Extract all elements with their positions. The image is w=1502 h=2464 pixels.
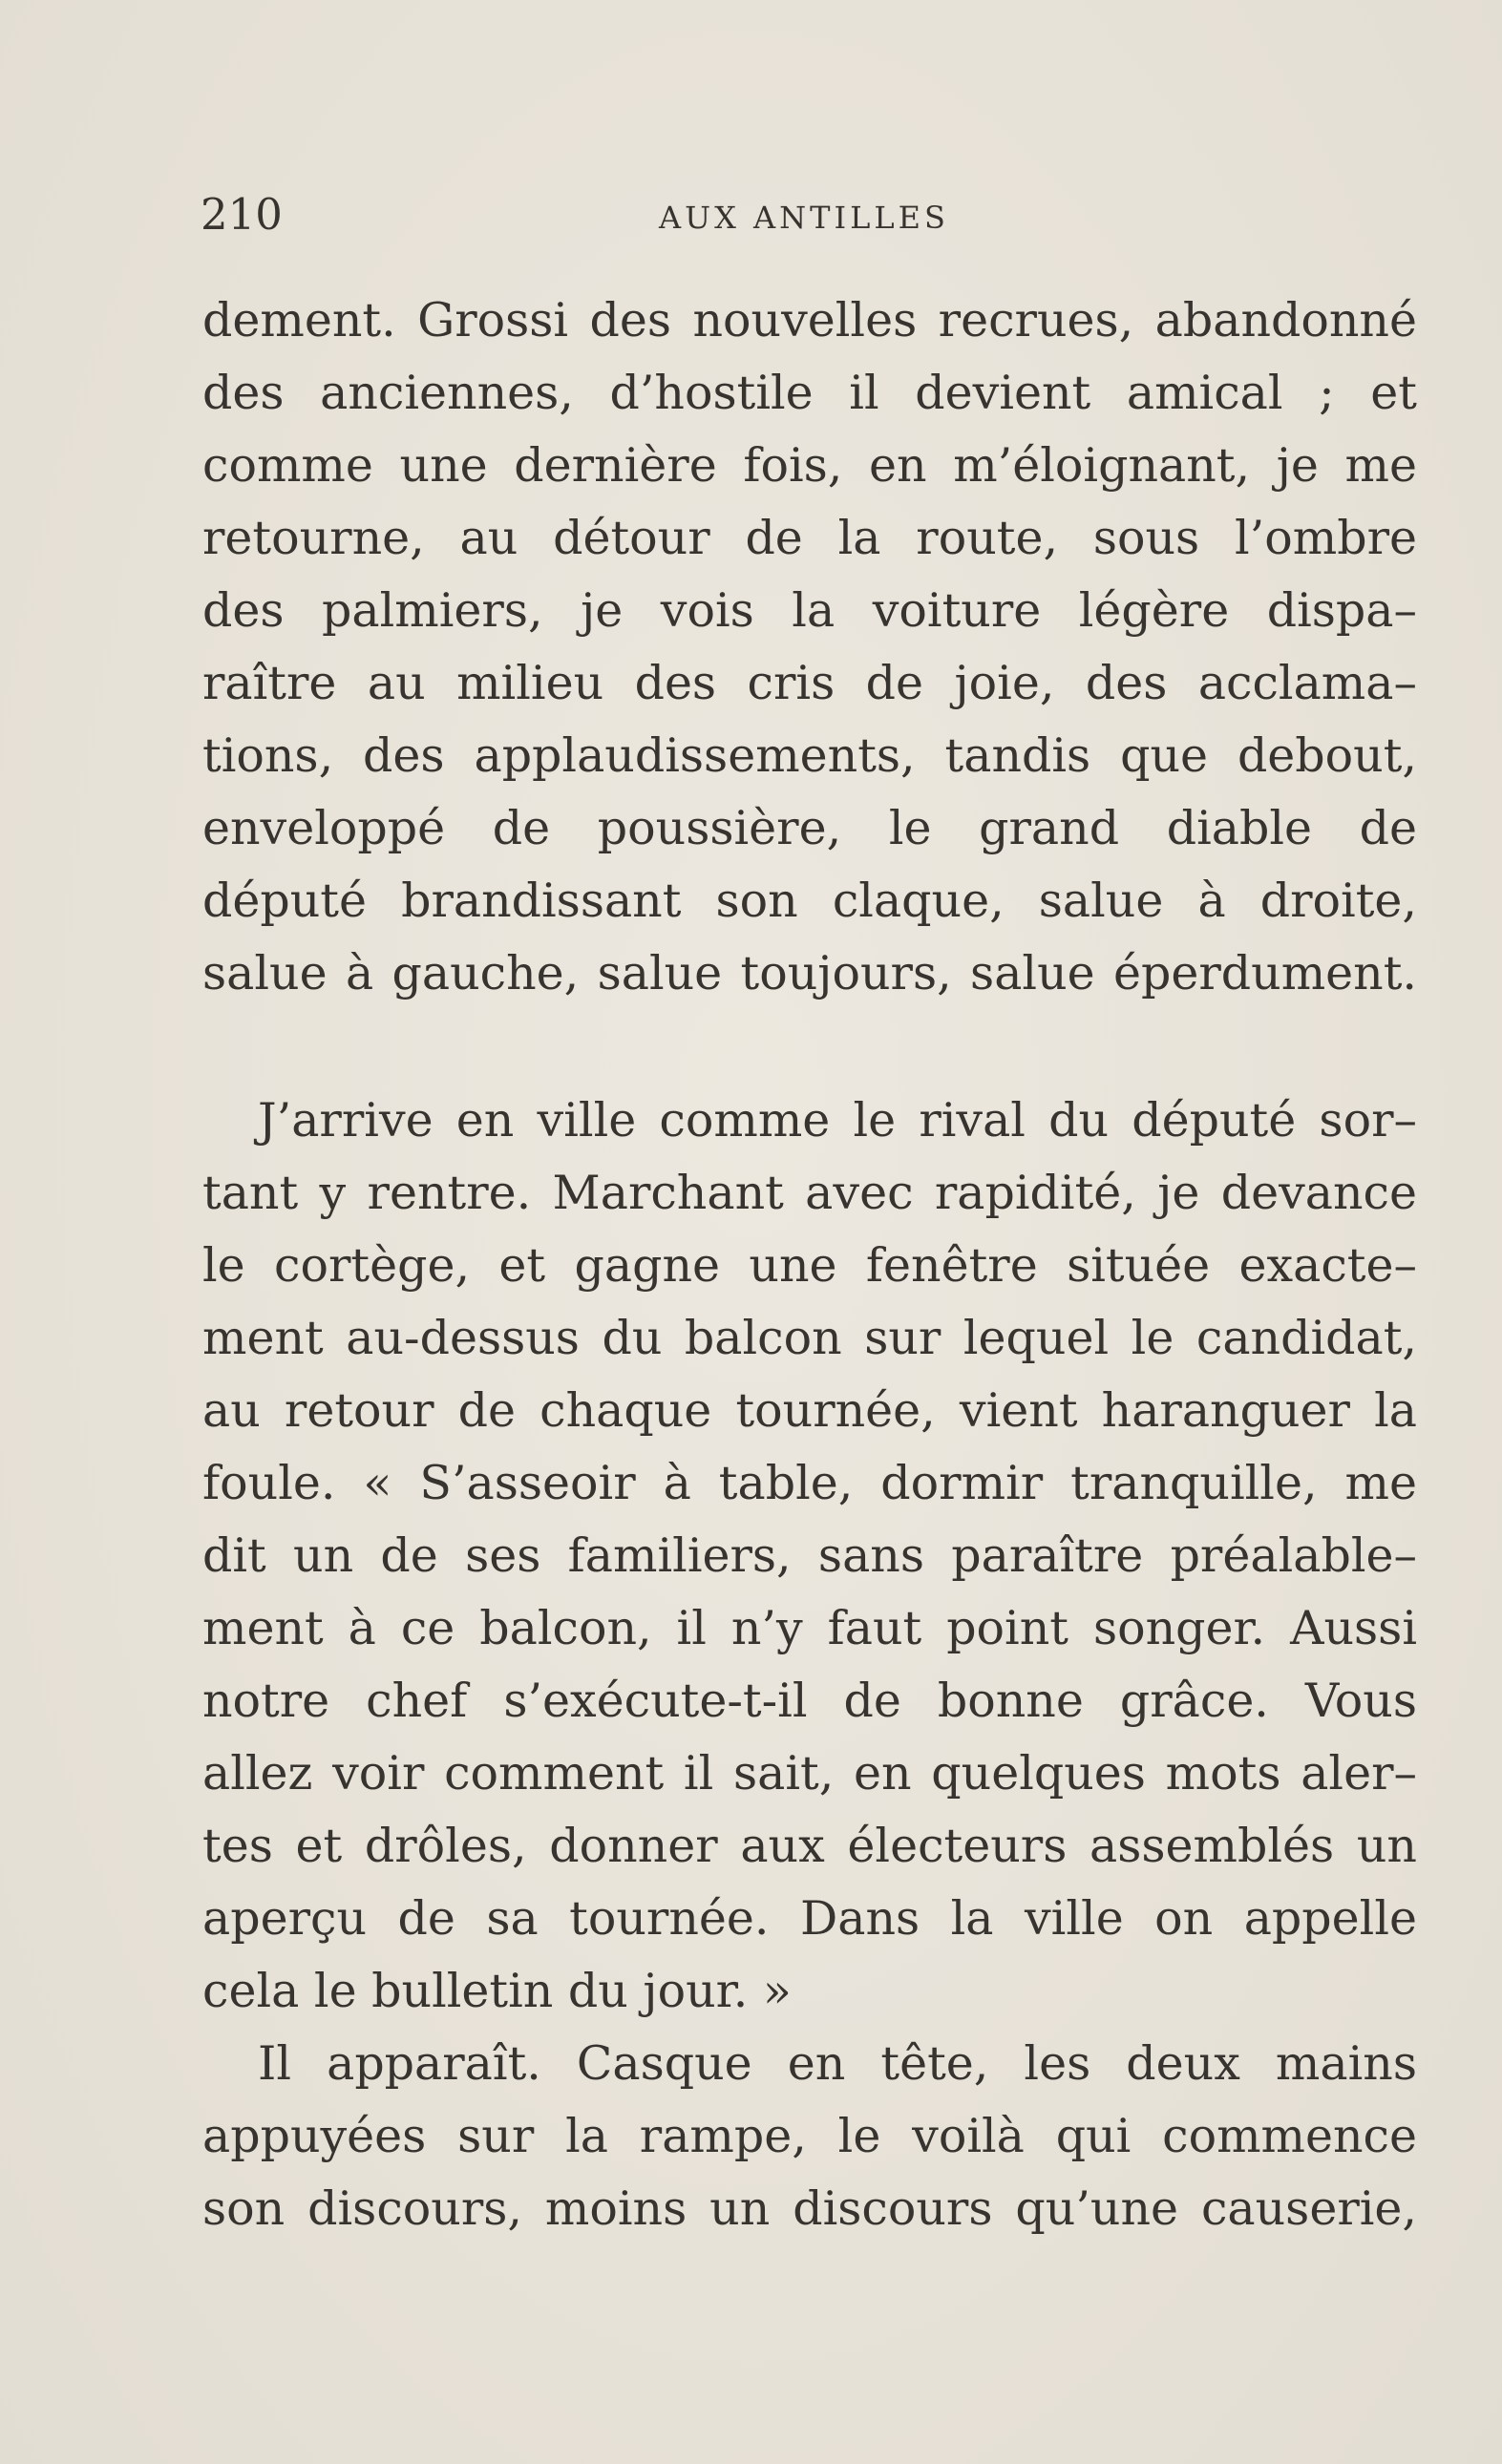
body-text bbox=[202, 284, 1417, 2245]
text-line: raître au milieu des cris de joie, des acclama– bbox=[202, 656, 1417, 710]
text-line: foule. « S’asseoir à table, dormir tranquille, me bbox=[202, 1456, 1417, 1510]
text-line: allez voir comment il sait, en quelques mots aler– bbox=[202, 1746, 1417, 1801]
text-line: tes et drôles, donner aux électeurs assemblés un bbox=[202, 1819, 1417, 1873]
text-line: enveloppé de poussière, le grand diable de bbox=[202, 801, 1417, 855]
text-line: son discours, moins un discours qu’une causerie, bbox=[202, 2181, 1417, 2236]
text-line: Il apparaît. Casque en tête, les deux mains bbox=[258, 2036, 1417, 2091]
paragraph-2 bbox=[202, 1085, 1417, 2028]
text-line: ment à ce balcon, il n’y faut point songer. Aussi bbox=[202, 1601, 1417, 1655]
text-line: retourne, au détour de la route, sous l’ombre bbox=[202, 511, 1417, 565]
text-line: des palmiers, je vois la voiture légère dispa– bbox=[202, 583, 1417, 638]
paragraph-3 bbox=[202, 2028, 1417, 2245]
text-line: tions, des applaudissements, tandis que debout, bbox=[202, 728, 1417, 783]
text-line: ment au-dessus du balcon sur lequel le candidat, bbox=[202, 1311, 1417, 1365]
text-line: appuyées sur la rampe, le voilà qui commence bbox=[202, 2109, 1417, 2163]
text-line: tant y rentre. Marchant avec rapidité, je devance bbox=[202, 1166, 1417, 1220]
text-line: comme une dernière fois, en m’éloignant, je me bbox=[202, 438, 1417, 493]
text-line: notre chef s’exécute-t-il de bonne grâce. Vous bbox=[202, 1674, 1417, 1728]
running-title: AUX ANTILLES bbox=[659, 200, 949, 236]
text-line: au retour de chaque tournée, vient haranguer la bbox=[202, 1383, 1417, 1438]
page-number: 210 bbox=[201, 189, 283, 240]
text-line: dement. Grossi des nouvelles recrues, abandonné bbox=[202, 293, 1417, 347]
text-line: aperçu de sa tournée. Dans la ville on appelle bbox=[202, 1891, 1417, 1946]
page-header bbox=[201, 188, 1432, 242]
paragraph-gap bbox=[202, 1010, 1417, 1085]
text-line: salue à gauche, salue toujours, salue éperdument. bbox=[202, 946, 1417, 1000]
text-line: dit un de ses familiers, sans paraître préalable– bbox=[202, 1528, 1417, 1583]
paragraph-1 bbox=[202, 284, 1417, 1010]
text-line: le cortège, et gagne une fenêtre située exacte– bbox=[202, 1238, 1417, 1293]
text-line: J’arrive en ville comme le rival du député sor– bbox=[258, 1093, 1417, 1148]
text-line: des anciennes, d’hostile il devient amical ; et bbox=[202, 366, 1417, 420]
text-line: député brandissant son claque, salue à droite, bbox=[202, 874, 1417, 928]
text-line: cela le bulletin du jour. » bbox=[202, 1964, 792, 2018]
